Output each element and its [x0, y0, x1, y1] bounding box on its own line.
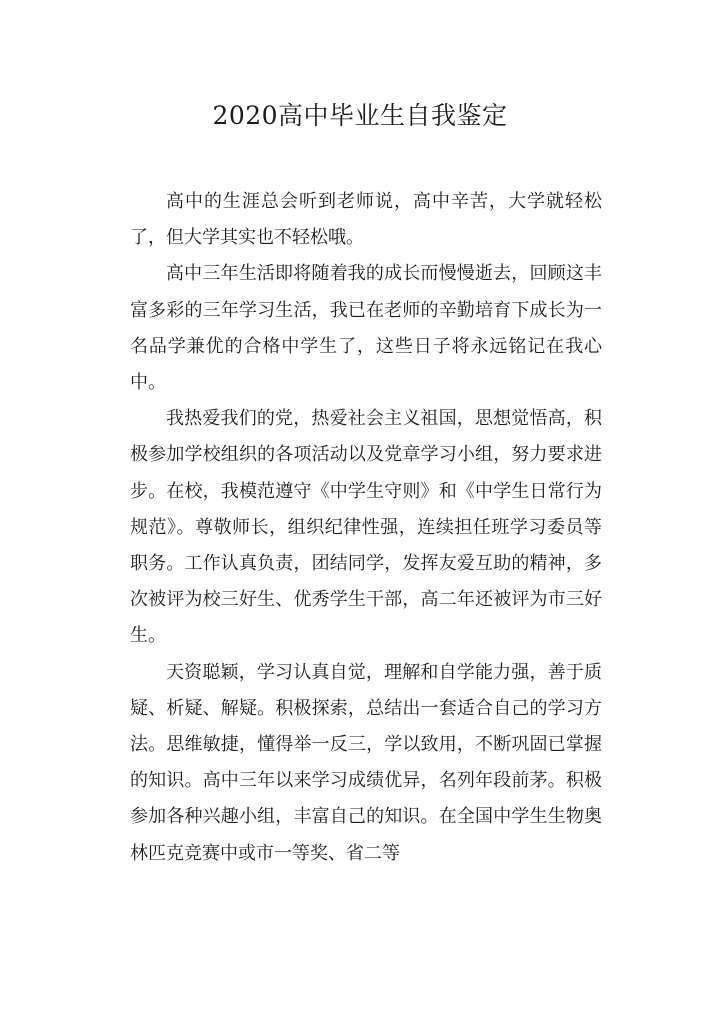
paragraph: 高中三年生活即将随着我的成长而慢慢逝去，回顾这丰富多彩的三年学习生活，我已在老师的辛勤培育下成长为一名品学兼优的合格中学生了，这些日子将永远铭记在我心中。 — [130, 263, 602, 394]
paragraph: 我热爱我们的党，热爱社会主义祖国，思想觉悟高，积极参加学校组织的各项活动以及党章学习小组，努力要求进步。在校，我模范遵守《中学生守则》和《中学生日常行为规范》。尊敬师长，组织纪律性强，连续担任班学习委员等职务。工作认真负责，团结同学，发挥友爱互助的精神，多次被评为校三好生、优秀学生干部，高二年还被评为市三好生。 — [130, 408, 602, 647]
paragraph: 高中的生涯总会听到老师说，高中辛苦，大学就轻松了，但大学其实也不轻松哦。 — [130, 191, 602, 249]
document-body — [130, 184, 602, 872]
document-title: 2020高中毕业生自我鉴定 — [212, 101, 508, 130]
paragraph: 天资聪颖，学习认真自觉，理解和自学能力强，善于质疑、析疑、解疑。积极探索，总结出一套适合自己的学习方法。思维敏捷，懂得举一反三，学以致用，不断巩固已掌握的知识。高中三年以来学习成绩优异，名列年段前茅。积极参加各种兴趣小组，丰富自己的知识。在全国中学生生物奥林匹克竞赛中或市一等奖、省二等 — [130, 661, 602, 864]
